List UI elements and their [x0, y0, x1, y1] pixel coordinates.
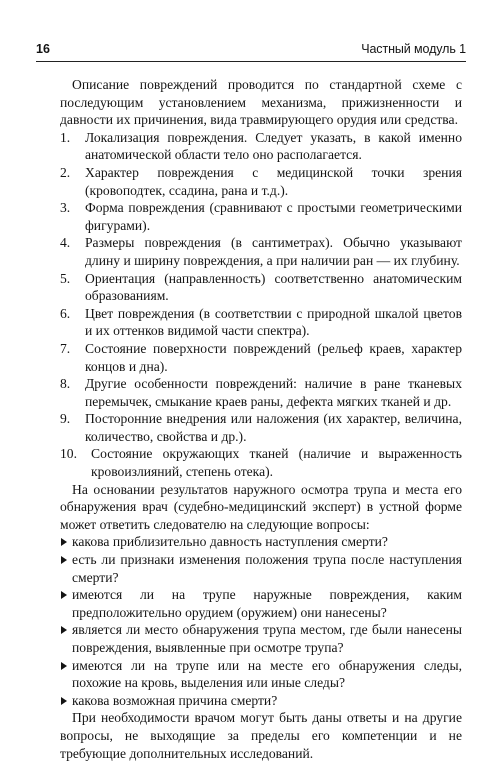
item-number: 3. [60, 200, 71, 216]
list-item [60, 410, 462, 445]
question-item [60, 621, 462, 656]
item-text: Состояние поверхности повреждений (рельеф краев, характер концов и дна). [85, 340, 462, 374]
question-text: какова возможная причина смерти? [72, 692, 278, 708]
item-number: 6. [60, 305, 71, 321]
item-number: 9. [60, 411, 71, 427]
item-number: 5. [60, 270, 71, 286]
item-text: Характер повреждения с медицинской точки зрения (кровоподтек, ссадина, рана и т.д.). [85, 164, 462, 198]
item-text: Цвет повреждения (в соответствии с природной шкалой цветов и их оттенков видимой части спектра). [85, 305, 462, 339]
list-item [60, 270, 462, 305]
page-header [36, 42, 466, 60]
intro-paragraph: Описание повреждений проводится по стандартной схеме с последующим установлением механизма, прижизненности и давности их причинения, вида травмирующего орудия или средства. [60, 77, 462, 128]
question-text: имеются ли на трупе или на месте его обнаружения следы, похожие на кровь, выделения или иные следы? [72, 657, 462, 691]
item-text: Посторонние внедрения или наложения (их характер, величина, количество, свойства и др.). [85, 411, 462, 444]
item-number: 7. [60, 340, 71, 356]
item-text: Размеры повреждения (в сантиметрах). Обычно указывают длину и ширину повреждения, а при наличии ран — их глубину. [85, 235, 462, 268]
list-item [60, 199, 462, 234]
page-number: 16 [36, 42, 50, 56]
item-number: 4. [60, 235, 71, 251]
question-text: имеются ли на трупе наружные повреждения, каким предположительно орудием (оружием) они нанесены? [72, 587, 462, 620]
item-number: 8. [60, 376, 71, 392]
item-number: 1. [60, 129, 71, 145]
question-item [60, 551, 462, 586]
list-item [60, 305, 462, 340]
triangle-bullet-icon [61, 556, 67, 564]
triangle-bullet-icon [61, 662, 67, 670]
question-text: является ли место обнаружения трупа местом, где были нанесены повреждения, выявленные при осмотре трупа? [72, 622, 462, 655]
closing-paragraph: При необходимости врачом могут быть даны ответы и на другие вопросы, не выходящие за пределы его компетенции и не требующие дополнительных исследований. [60, 710, 462, 761]
question-item [60, 657, 462, 692]
item-text: Состояние окружающих тканей (наличие и выраженность кровоизлияний, степень отека). [91, 446, 462, 480]
running-title: Частный модуль 1 [361, 42, 466, 56]
item-number: 2. [60, 164, 71, 180]
item-text: Локализация повреждения. Следует указать, в какой именно анатомической области тело оно располагается. [85, 129, 462, 163]
list-item [60, 164, 462, 199]
questions-intro-paragraph: На основании результатов наружного осмотра трупа и места его обнаружения врач (судебно-медицинский эксперт) в устной форме может ответить следователю на следующие вопросы: [60, 481, 462, 532]
question-item [60, 533, 462, 551]
item-text: Ориентация (направленность) соответственно анатомическим образованиям. [85, 270, 462, 304]
question-text: есть ли признаки изменения положения трупа после наступления смерти? [72, 552, 462, 585]
triangle-bullet-icon [61, 538, 67, 546]
item-number: 10. [60, 446, 77, 462]
list-item [60, 234, 462, 269]
list-item [60, 129, 462, 164]
header-rule [36, 61, 466, 62]
list-item [60, 445, 462, 480]
triangle-bullet-icon [61, 626, 67, 634]
question-item [60, 586, 462, 621]
list-item [60, 375, 462, 410]
question-text: какова приблизительно давность наступления смерти? [72, 534, 388, 550]
question-item [60, 692, 462, 710]
numbered-list [60, 129, 462, 481]
list-item [60, 340, 462, 375]
triangle-bullet-icon [61, 591, 67, 599]
item-text: Форма повреждения (сравнивают с простыми геометрическими фигурами). [85, 200, 462, 233]
triangle-bullet-icon [61, 697, 67, 705]
questions-list [60, 533, 462, 709]
item-text: Другие особенности повреждений: наличие в ране тканевых перемычек, смыкание краев раны, дефекта мягких тканей и др. [85, 376, 462, 409]
page-body [60, 76, 462, 762]
